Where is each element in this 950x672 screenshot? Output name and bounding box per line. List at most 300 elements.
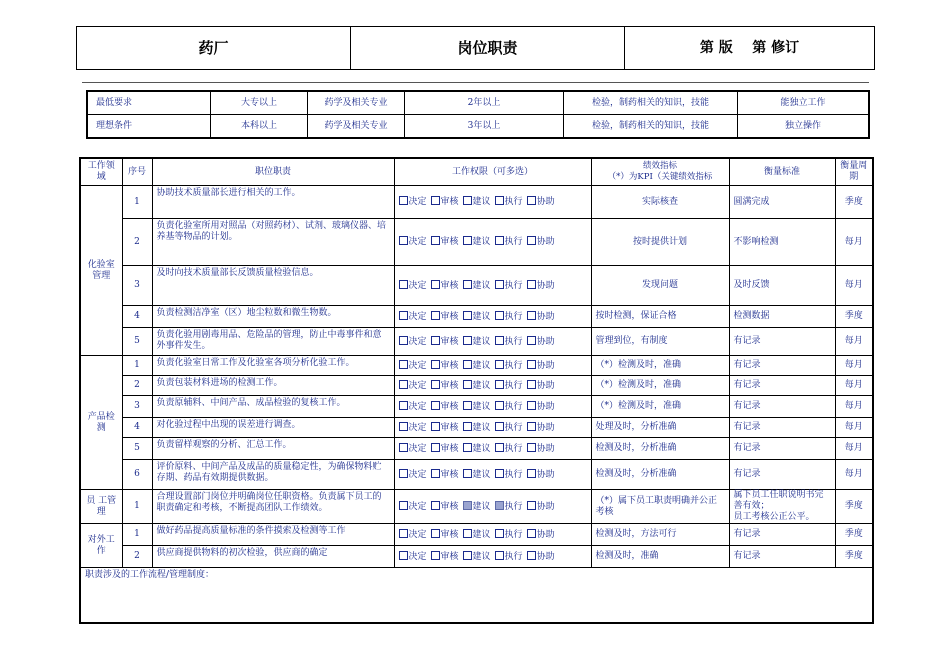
permission-option[interactable] xyxy=(527,312,555,322)
permission-option[interactable] xyxy=(463,197,491,207)
permission-label: 决定 xyxy=(408,360,427,371)
permission-label: 执行 xyxy=(504,336,523,347)
permission-options xyxy=(394,460,591,490)
checkbox-icon[interactable] xyxy=(399,551,408,560)
duty-text: 供应商提供物料的初次检验，供应商的确定 xyxy=(152,546,394,568)
permission-label: 审核 xyxy=(440,280,459,291)
req-ability: 能独立工作 xyxy=(738,91,870,115)
permission-option[interactable] xyxy=(431,337,459,347)
req-label: 理想条件 xyxy=(87,115,211,139)
permission-option[interactable] xyxy=(463,502,491,512)
table-header-row xyxy=(80,158,873,186)
row-number: 2 xyxy=(122,219,152,266)
permission-option[interactable] xyxy=(495,470,523,480)
checkbox-icon[interactable] xyxy=(399,401,408,410)
checkbox-icon[interactable] xyxy=(527,422,536,431)
checkbox-icon[interactable] xyxy=(431,422,440,431)
checkbox-icon[interactable] xyxy=(431,443,440,452)
permission-option[interactable] xyxy=(527,197,555,207)
permission-option[interactable] xyxy=(399,402,427,412)
permission-option[interactable] xyxy=(463,237,491,247)
period-text: 每月 xyxy=(835,356,873,376)
col-period: 衡量周期 xyxy=(835,158,873,186)
permission-options xyxy=(394,219,591,266)
row-number: 2 xyxy=(122,376,152,396)
kpi-text: （*）检测及时，准确 xyxy=(591,376,729,396)
permission-label: 协助 xyxy=(536,280,555,291)
period-text: 每月 xyxy=(835,219,873,266)
checkbox-icon[interactable] xyxy=(527,236,536,245)
requirements-table xyxy=(86,90,870,139)
permission-option[interactable] xyxy=(527,361,555,371)
permission-options xyxy=(394,396,591,418)
permission-option[interactable] xyxy=(399,423,427,433)
duty-text: 合理设置部门岗位并明确岗位任职资格。负责属下员工的职责确定和考核，不断提高团队工作绩效。 xyxy=(152,490,394,524)
permission-option[interactable] xyxy=(463,312,491,322)
permission-label: 执行 xyxy=(504,469,523,480)
duty-text: 负责化验室日常工作及化验室各项分析化验工作。 xyxy=(152,356,394,376)
permission-option[interactable] xyxy=(527,470,555,480)
permission-label: 协助 xyxy=(536,422,555,433)
checkbox-icon[interactable] xyxy=(431,529,440,538)
checkbox-icon[interactable] xyxy=(431,401,440,410)
permission-option[interactable] xyxy=(399,312,427,322)
permission-label: 协助 xyxy=(536,380,555,391)
checkbox-icon[interactable] xyxy=(431,360,440,369)
standard-text: 有记录 xyxy=(729,546,835,568)
checkbox-icon[interactable] xyxy=(495,380,504,389)
checkbox-icon[interactable] xyxy=(463,380,472,389)
duty-text: 评价原料、中间产品及成品的质量稳定性，为确保物料贮存期、药品有效期提供数据。 xyxy=(152,460,394,490)
permission-label: 协助 xyxy=(536,501,555,512)
permission-option[interactable] xyxy=(399,470,427,480)
checkbox-icon[interactable] xyxy=(399,360,408,369)
checkbox-icon[interactable] xyxy=(399,336,408,345)
permission-option[interactable] xyxy=(527,281,555,291)
row-number: 3 xyxy=(122,396,152,418)
permission-option[interactable] xyxy=(431,361,459,371)
permission-option[interactable] xyxy=(463,552,491,562)
period-text: 季度 xyxy=(835,524,873,546)
checkbox-icon[interactable] xyxy=(431,311,440,320)
permission-option[interactable] xyxy=(495,402,523,412)
standard-text: 有记录 xyxy=(729,376,835,396)
permission-option[interactable] xyxy=(495,444,523,454)
kpi-text: 实际核查 xyxy=(591,186,729,219)
permission-label: 审核 xyxy=(440,311,459,322)
req-years: 2年以上 xyxy=(405,91,564,115)
permission-option[interactable] xyxy=(495,337,523,347)
duty-text: 及时向技术质量部长反馈质量检验信息。 xyxy=(152,266,394,306)
checkbox-icon[interactable] xyxy=(463,311,472,320)
permission-options xyxy=(394,328,591,356)
checkbox-icon[interactable] xyxy=(495,360,504,369)
permission-option[interactable] xyxy=(399,552,427,562)
permission-options xyxy=(394,438,591,460)
duty-row xyxy=(80,460,873,490)
duty-text: 负责包装材料进场的检测工作。 xyxy=(152,376,394,396)
permission-option[interactable] xyxy=(495,502,523,512)
permission-label: 决定 xyxy=(408,469,427,480)
checkbox-icon[interactable] xyxy=(463,422,472,431)
permission-label: 协助 xyxy=(536,237,555,247)
permission-option[interactable] xyxy=(527,423,555,433)
checkbox-icon[interactable] xyxy=(399,501,408,510)
permission-option[interactable] xyxy=(495,423,523,433)
row-number: 1 xyxy=(122,490,152,524)
col-area: 工作领域 xyxy=(80,158,122,186)
period-text: 每月 xyxy=(835,418,873,438)
permission-label: 决定 xyxy=(408,336,427,347)
duty-row xyxy=(80,328,873,356)
checkbox-icon[interactable] xyxy=(527,469,536,478)
duty-row xyxy=(80,186,873,219)
permission-option[interactable] xyxy=(431,381,459,391)
permission-label: 建议 xyxy=(472,360,491,371)
row-number: 6 xyxy=(122,460,152,490)
checkbox-icon[interactable] xyxy=(463,469,472,478)
standard-text: 不影响检测 xyxy=(729,219,835,266)
permission-option[interactable] xyxy=(399,237,427,247)
permission-label: 决定 xyxy=(408,197,427,207)
permission-label: 审核 xyxy=(440,529,459,540)
duty-row xyxy=(80,356,873,376)
separator-line xyxy=(82,82,869,83)
permission-option[interactable] xyxy=(495,530,523,540)
permission-option[interactable] xyxy=(463,381,491,391)
permission-option[interactable] xyxy=(431,197,459,207)
period-text: 每月 xyxy=(835,460,873,490)
checkbox-icon[interactable] xyxy=(399,422,408,431)
permission-option[interactable] xyxy=(495,237,523,247)
permission-label: 协助 xyxy=(536,551,555,562)
permission-option[interactable] xyxy=(399,444,427,454)
checkbox-icon[interactable] xyxy=(431,336,440,345)
checkbox-icon[interactable] xyxy=(495,336,504,345)
permission-option[interactable] xyxy=(495,312,523,322)
checkbox-icon[interactable] xyxy=(527,196,536,205)
checkbox-icon[interactable] xyxy=(431,380,440,389)
kpi-text: （*）检测及时，准确 xyxy=(591,396,729,418)
permission-option[interactable] xyxy=(495,197,523,207)
standard-text: 有记录 xyxy=(729,438,835,460)
permission-label: 建议 xyxy=(472,280,491,291)
permission-label: 建议 xyxy=(472,422,491,433)
permission-label: 审核 xyxy=(440,197,459,207)
permission-option[interactable] xyxy=(463,423,491,433)
checkbox-icon[interactable] xyxy=(495,443,504,452)
checkbox-icon[interactable] xyxy=(495,469,504,478)
kpi-text: 检测及时，分析准确 xyxy=(591,438,729,460)
row-number: 1 xyxy=(122,524,152,546)
permission-label: 建议 xyxy=(472,380,491,391)
permission-option[interactable] xyxy=(399,530,427,540)
kpi-text: 检测及时，分析准确 xyxy=(591,460,729,490)
checkbox-icon[interactable] xyxy=(463,360,472,369)
col-no: 序号 xyxy=(122,158,152,186)
duty-row xyxy=(80,490,873,524)
permission-option[interactable] xyxy=(399,337,427,347)
duty-row xyxy=(80,376,873,396)
checkbox-icon[interactable] xyxy=(495,401,504,410)
checkbox-icon[interactable] xyxy=(399,311,408,320)
req-knowledge: 检验，制药相关的知识，技能 xyxy=(564,115,738,139)
duty-row xyxy=(80,266,873,306)
checkbox-icon[interactable] xyxy=(463,236,472,245)
permission-label: 建议 xyxy=(472,336,491,347)
checkbox-icon[interactable] xyxy=(431,501,440,510)
permission-option[interactable] xyxy=(399,502,427,512)
permission-option[interactable] xyxy=(431,470,459,480)
permission-label: 协助 xyxy=(536,469,555,480)
permission-option[interactable] xyxy=(527,502,555,512)
checkbox-icon[interactable] xyxy=(399,443,408,452)
checkbox-icon[interactable] xyxy=(463,401,472,410)
kpi-text: （*）检测及时，准确 xyxy=(591,356,729,376)
permission-label: 审核 xyxy=(440,401,459,412)
standard-text: 及时反馈 xyxy=(729,266,835,306)
permission-option[interactable] xyxy=(431,281,459,291)
standard-text: 有记录 xyxy=(729,356,835,376)
permission-option[interactable] xyxy=(463,281,491,291)
permission-option[interactable] xyxy=(431,312,459,322)
standard-text: 有记录 xyxy=(729,460,835,490)
checkbox-icon[interactable] xyxy=(431,551,440,560)
duty-text: 做好药品提高质量标准的条件摸索及检测等工作 xyxy=(152,524,394,546)
req-ability: 独立操作 xyxy=(738,115,870,139)
period-text: 每月 xyxy=(835,328,873,356)
row-number: 4 xyxy=(122,306,152,328)
permission-option[interactable] xyxy=(399,361,427,371)
permission-option[interactable] xyxy=(527,381,555,391)
duty-row xyxy=(80,219,873,266)
permission-label: 审核 xyxy=(440,551,459,562)
standard-text: 检测数据 xyxy=(729,306,835,328)
permission-label: 执行 xyxy=(504,501,523,512)
checkbox-icon[interactable] xyxy=(399,380,408,389)
permission-label: 决定 xyxy=(408,501,427,512)
period-text: 季度 xyxy=(835,490,873,524)
duty-row xyxy=(80,524,873,546)
permission-label: 审核 xyxy=(440,380,459,391)
permission-option[interactable] xyxy=(431,530,459,540)
document-title: 岗位职责 xyxy=(351,27,625,70)
permission-option[interactable] xyxy=(495,361,523,371)
checkbox-icon[interactable] xyxy=(495,311,504,320)
permission-label: 决定 xyxy=(408,529,427,540)
checkbox-icon[interactable] xyxy=(463,551,472,560)
permission-options xyxy=(394,418,591,438)
duty-text: 负责化验用剧毒用品、危险品的管理，防止中毒事件和意外事件发生。 xyxy=(152,328,394,356)
checkbox-icon[interactable] xyxy=(495,551,504,560)
permission-label: 建议 xyxy=(472,311,491,322)
permission-option[interactable] xyxy=(495,381,523,391)
permission-label: 决定 xyxy=(408,551,427,562)
standard-text: 有记录 xyxy=(729,328,835,356)
checkbox-icon[interactable] xyxy=(527,401,536,410)
req-knowledge: 检验，制药相关的知识，技能 xyxy=(564,91,738,115)
checkbox-icon[interactable] xyxy=(463,443,472,452)
duty-row xyxy=(80,546,873,568)
permission-label: 建议 xyxy=(472,401,491,412)
kpi-text: 检测及时，方法可行 xyxy=(591,524,729,546)
checkbox-icon[interactable] xyxy=(527,311,536,320)
permission-label: 决定 xyxy=(408,311,427,322)
permission-label: 执行 xyxy=(504,422,523,433)
col-perm: 工作权限（可多选） xyxy=(394,158,591,186)
period-text: 季度 xyxy=(835,306,873,328)
permission-label: 执行 xyxy=(504,197,523,207)
permission-option[interactable] xyxy=(431,423,459,433)
kpi-text: 管理到位，有制度 xyxy=(591,328,729,356)
checkbox-icon[interactable] xyxy=(495,501,504,510)
col-duty: 职位职责 xyxy=(152,158,394,186)
permission-option[interactable] xyxy=(431,237,459,247)
checkbox-icon[interactable] xyxy=(495,280,504,289)
req-label: 最低要求 xyxy=(87,91,211,115)
kpi-text: 按时检测，保证合格 xyxy=(591,306,729,328)
permission-option[interactable] xyxy=(431,402,459,412)
permission-label: 协助 xyxy=(536,311,555,322)
period-text: 每月 xyxy=(835,376,873,396)
permission-option[interactable] xyxy=(495,281,523,291)
checkbox-icon[interactable] xyxy=(463,336,472,345)
req-years: 3年以上 xyxy=(405,115,564,139)
permission-option[interactable] xyxy=(527,402,555,412)
row-number: 4 xyxy=(122,418,152,438)
kpi-text: 发现问题 xyxy=(591,266,729,306)
permission-label: 协助 xyxy=(536,401,555,412)
permission-label: 建议 xyxy=(472,529,491,540)
permission-label: 执行 xyxy=(504,529,523,540)
permission-label: 决定 xyxy=(408,401,427,412)
permission-option[interactable] xyxy=(463,470,491,480)
permission-label: 协助 xyxy=(536,336,555,347)
permission-option[interactable] xyxy=(431,444,459,454)
permission-label: 执行 xyxy=(504,401,523,412)
permission-label: 执行 xyxy=(504,551,523,562)
permission-label: 决定 xyxy=(408,380,427,391)
permission-options xyxy=(394,356,591,376)
period-text: 季度 xyxy=(835,546,873,568)
checkbox-icon[interactable] xyxy=(399,236,408,245)
duty-text: 协助技术质量部长进行相关的工作。 xyxy=(152,186,394,219)
duty-text: 负责原辅料、中间产品、成品检验的复核工作。 xyxy=(152,396,394,418)
checkbox-icon[interactable] xyxy=(527,551,536,560)
permission-label: 决定 xyxy=(408,443,427,454)
checkbox-icon[interactable] xyxy=(463,529,472,538)
checkbox-icon[interactable] xyxy=(463,280,472,289)
permission-label: 决定 xyxy=(408,422,427,433)
duty-text: 负责留样观察的分析、汇总工作。 xyxy=(152,438,394,460)
permission-option[interactable] xyxy=(527,237,555,247)
duties-table xyxy=(79,157,874,624)
checkbox-icon[interactable] xyxy=(527,360,536,369)
permission-option[interactable] xyxy=(527,530,555,540)
permission-label: 执行 xyxy=(504,280,523,291)
row-number: 1 xyxy=(122,186,152,219)
standard-text: 圆满完成 xyxy=(729,186,835,219)
period-text: 季度 xyxy=(835,186,873,219)
duty-text: 对化验过程中出现的误差进行调查。 xyxy=(152,418,394,438)
req-education: 本科以上 xyxy=(211,115,308,139)
permission-option[interactable] xyxy=(527,337,555,347)
kpi-text: （*）属下员工职责明确并公正考核 xyxy=(591,490,729,524)
permission-option[interactable] xyxy=(463,444,491,454)
permission-label: 协助 xyxy=(536,529,555,540)
checkbox-icon[interactable] xyxy=(495,236,504,245)
checkbox-icon[interactable] xyxy=(431,280,440,289)
standard-text: 有记录 xyxy=(729,396,835,418)
checkbox-icon[interactable] xyxy=(399,280,408,289)
permission-label: 审核 xyxy=(440,237,459,247)
duty-row xyxy=(80,418,873,438)
permission-option[interactable] xyxy=(399,381,427,391)
checkbox-icon[interactable] xyxy=(431,469,440,478)
permission-option[interactable] xyxy=(463,402,491,412)
checkbox-icon[interactable] xyxy=(463,501,472,510)
permission-option[interactable] xyxy=(527,552,555,562)
permission-label: 协助 xyxy=(536,360,555,371)
workflow-label: 职责涉及的工作流程/管理制度： xyxy=(80,568,873,624)
permission-option[interactable] xyxy=(463,530,491,540)
col-kpi: 绩效指标 （*）为KPI（关键绩效指标 xyxy=(591,158,729,186)
permission-option[interactable] xyxy=(495,552,523,562)
checkbox-icon[interactable] xyxy=(399,469,408,478)
permission-option[interactable] xyxy=(527,444,555,454)
permission-option[interactable] xyxy=(431,502,459,512)
checkbox-icon[interactable] xyxy=(399,529,408,538)
kpi-text: 处理及时，分析准确 xyxy=(591,418,729,438)
duty-row xyxy=(80,396,873,418)
permission-options xyxy=(394,524,591,546)
permission-option[interactable] xyxy=(431,552,459,562)
permission-label: 执行 xyxy=(504,311,523,322)
permission-label: 审核 xyxy=(440,360,459,371)
checkbox-icon[interactable] xyxy=(399,196,408,205)
permission-options xyxy=(394,186,591,219)
checkbox-icon[interactable] xyxy=(463,196,472,205)
permission-options xyxy=(394,376,591,396)
permission-option[interactable] xyxy=(463,337,491,347)
version-label: 第 版 第 修订 xyxy=(625,27,875,70)
checkbox-icon[interactable] xyxy=(527,443,536,452)
checkbox-icon[interactable] xyxy=(527,501,536,510)
checkbox-icon[interactable] xyxy=(431,236,440,245)
kpi-text: 按时提供计划 xyxy=(591,219,729,266)
checkbox-icon[interactable] xyxy=(495,196,504,205)
period-text: 每月 xyxy=(835,438,873,460)
checkbox-icon[interactable] xyxy=(527,280,536,289)
footer-row xyxy=(80,568,873,624)
checkbox-icon[interactable] xyxy=(495,422,504,431)
permission-option[interactable] xyxy=(399,281,427,291)
permission-label: 审核 xyxy=(440,336,459,347)
permission-label: 执行 xyxy=(504,380,523,391)
checkbox-icon[interactable] xyxy=(527,529,536,538)
checkbox-icon[interactable] xyxy=(431,196,440,205)
checkbox-icon[interactable] xyxy=(527,380,536,389)
permission-option[interactable] xyxy=(399,197,427,207)
checkbox-icon[interactable] xyxy=(527,336,536,345)
work-area-label: 对外工作 xyxy=(80,524,122,568)
permission-option[interactable] xyxy=(463,361,491,371)
checkbox-icon[interactable] xyxy=(495,529,504,538)
permission-label: 建议 xyxy=(472,197,491,207)
work-area-label: 员 工管理 xyxy=(80,490,122,524)
period-text: 每月 xyxy=(835,396,873,418)
permission-label: 执行 xyxy=(504,237,523,247)
